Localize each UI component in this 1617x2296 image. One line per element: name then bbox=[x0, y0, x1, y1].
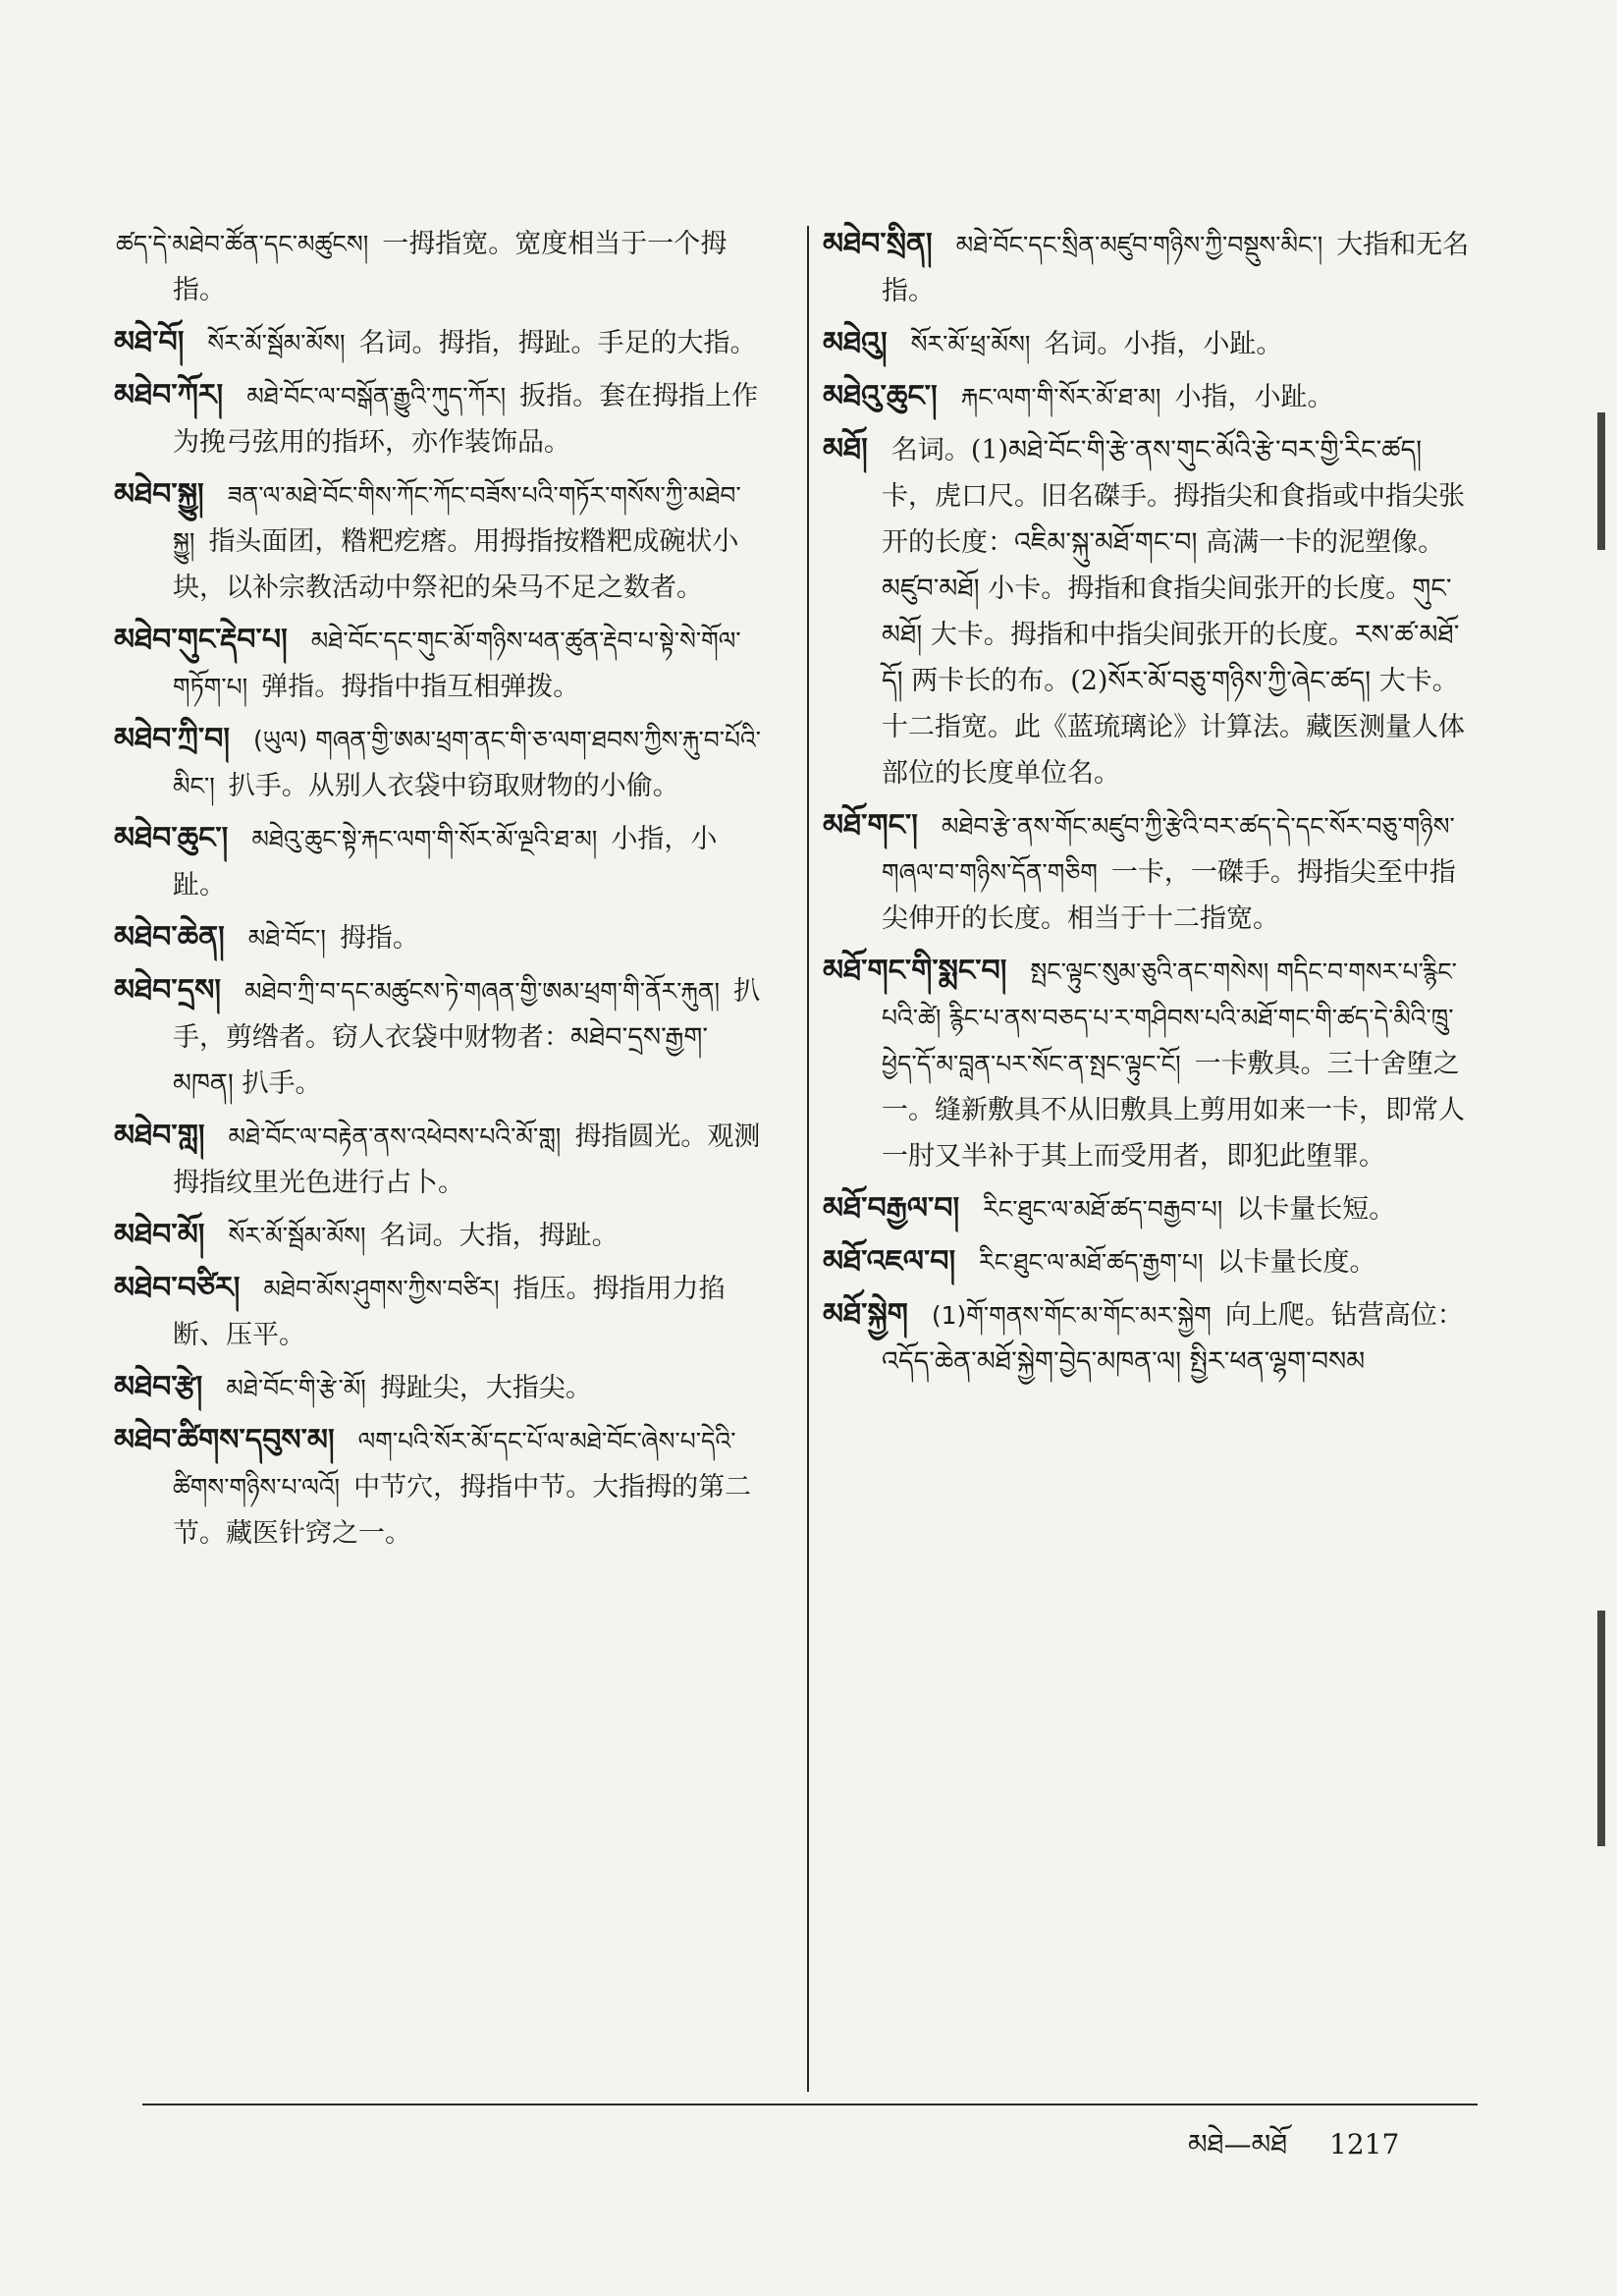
entry-headword: མཐེབ་གླ། bbox=[114, 1119, 205, 1153]
dictionary-entry bbox=[116, 617, 764, 710]
entry-tibetan-definition: རིང་ཐུང་ལ་མཐོ་ཚད་རྒྱག་པ། bbox=[979, 1248, 1204, 1277]
entry-headword: མཐེའུ། bbox=[823, 326, 888, 360]
entry-headword: མཐོ་གང་། bbox=[823, 808, 918, 843]
entry-tibetan-definition: སོར་མོ་སྦོམ་མོས། bbox=[228, 1222, 366, 1250]
entry-tibetan-definition: ཚད་དེ་མཐེབ་ཚོན་དང་མཚུངས། bbox=[116, 230, 369, 258]
entry-chinese-definition: 一卡敷具。三十舍堕之一。缝新敷具不从旧敷具上剪用如来一卡，即常人一肘又半补于其上而受用者，即犯此堕罪。 bbox=[882, 1049, 1465, 1172]
dictionary-entry bbox=[116, 716, 764, 809]
entry-chinese-definition: 以卡量长短。 bbox=[1236, 1194, 1396, 1225]
entry-tibetan-definition: སོར་མོ་སྦོམ་མོས། bbox=[207, 329, 346, 357]
entry-headword: མཐེབ་མོ། bbox=[114, 1218, 205, 1252]
entry-tibetan-definition: (1)གོ་གནས་གོང་མ་གོང་མར་སྐྱེག bbox=[931, 1301, 1212, 1330]
entry-tibetan-definition: རྐང་ལག་གི་སོར་མོ་ཐ་མ། bbox=[960, 383, 1161, 411]
entry-headword: མཐེབ་རྩེ། bbox=[114, 1370, 203, 1404]
entry-chinese-definition: 大指和无名指。 bbox=[882, 230, 1470, 306]
dictionary-entry bbox=[116, 1265, 764, 1358]
dictionary-entry bbox=[825, 320, 1473, 367]
entry-tibetan-definition: མཐེ་བོང་ལ་བསྒོན་རྒྱུའི་ཀུད་ཀོར། bbox=[246, 382, 507, 410]
entry-chinese-definition: 扳指。套在拇指上作为挽弓弦用的指环，亦作装饰品。 bbox=[173, 381, 759, 458]
dictionary-entry bbox=[825, 1185, 1473, 1232]
dictionary-entry bbox=[825, 802, 1473, 942]
dictionary-entry bbox=[825, 948, 1473, 1179]
edge-thumb-mark bbox=[1597, 412, 1605, 550]
entry-chinese-definition: 拇指圆光。观测拇指纹里光色进行占卜。 bbox=[173, 1121, 761, 1198]
dictionary-entry bbox=[116, 471, 764, 611]
entry-chinese-definition: 名词。拇指，拇趾。手足的大指。 bbox=[358, 328, 757, 358]
entry-headword: མཐེབ་བཙིར། bbox=[114, 1271, 241, 1305]
dictionary-entry bbox=[116, 372, 764, 465]
entry-headword: མཐེབ་སྐྱུ། bbox=[114, 477, 204, 512]
entry-tibetan-definition: སོར་མོ་ཕྲ་མོས། bbox=[910, 330, 1031, 358]
entry-chinese-definition: 扒手，剪绺者。窃人衣袋中财物者：མཐེབ་དྲས་རྒྱག་མཁན། 扒手。 bbox=[173, 976, 761, 1099]
entry-tibetan-definition: མཐེའུ་ཆུང་སྟེ་རྐང་ལག་གི་སོར་མོ་ལྔའི་ཐ་མ། bbox=[251, 825, 598, 853]
entry-tibetan-definition: སྤང་ལྟུང་སུམ་ཅུའི་ནང་གསེས། གདིང་བ་གསར་པ་རྙིང་པའི་ཚེ། རྙིང་པ་ནས་བཅད་པ་ར་གཤིབས་པའི་མཐོ་གང་གི་ཚད་དེ་མིའི་ཁྲུ་ཕྱེད་དོ་མ་བླན་པར་སོང་ན་སྤང་ལྟུང་ངོ། bbox=[882, 957, 1457, 1078]
left-column bbox=[116, 221, 764, 1562]
dictionary-entry bbox=[116, 914, 764, 961]
entry-headword: མཐེབ་གུང་རྡེབ་པ། bbox=[114, 623, 288, 657]
dictionary-entry bbox=[116, 1417, 764, 1557]
entry-headword: མཐེབ་ཀྲི་བ། bbox=[114, 722, 231, 756]
dictionary-entry bbox=[116, 815, 764, 908]
entry-headword: མཐོ་འཇལ་བ། bbox=[823, 1244, 956, 1279]
entry-headword: མཐེབ་ཆེན། bbox=[114, 920, 225, 955]
entry-chinese-definition: 弹指。拇指中指互相弹拨。 bbox=[261, 672, 580, 702]
entry-headword: མཐེ་བོ། bbox=[114, 325, 185, 359]
entry-headword: མཐེབ་ཀོར། bbox=[114, 378, 224, 412]
edge-thumb-mark bbox=[1597, 1611, 1605, 1846]
dictionary-entry bbox=[116, 1113, 764, 1206]
dictionary-entry bbox=[116, 967, 764, 1107]
right-column bbox=[825, 221, 1473, 1391]
entry-chinese-definition: 小指，小趾。 bbox=[1174, 382, 1334, 412]
entry-chinese-definition: 扒手。从别人衣袋中窃取财物的小偷。 bbox=[228, 771, 679, 801]
entry-tibetan-definition: མཐེབ་ཀྲི་བ་དང་མཚུངས་ཏེ་གཞན་གྱི་ཨམ་ཕྲག་གི་ནོར་རྐུན། bbox=[244, 977, 721, 1006]
entry-chinese-definition: 名词。小指，小趾。 bbox=[1044, 329, 1283, 359]
entry-chinese-definition: 拇趾尖，大指尖。 bbox=[379, 1373, 592, 1403]
entry-tibetan-definition: ལག་པའི་སོར་མོ་དང་པོ་ལ་མཐེ་བོང་ཞེས་པ་དེའི་ཚིགས་གཉིས་པ་ལའོ། bbox=[173, 1427, 736, 1502]
entry-tibetan-definition: མཐེབ་རྩེ་ནས་གོང་མཛུབ་ཀྱི་རྩེའི་བར་ཚད་དེ་དང་སོར་བཅུ་གཉིས་གཞལ་བ་གཉིས་དོན་གཅིག bbox=[882, 812, 1455, 887]
page-number: 1217 bbox=[1329, 2128, 1400, 2160]
entry-chinese-definition: 以卡量长度。 bbox=[1216, 1247, 1376, 1278]
dictionary-entry bbox=[825, 221, 1473, 314]
entry-chinese-definition: 向上爬。钻营高位：འདོད་ཆེན་མཐོ་སྐྱེག་བྱེད་མཁན་ལ། སྤྱིར་ཕན་ལྷག་བསམ bbox=[882, 1300, 1464, 1377]
entry-chinese-definition: 一拇指宽。宽度相当于一个拇指。 bbox=[173, 229, 728, 305]
entry-headword: མཐེབ་ཆུང་། bbox=[114, 821, 229, 855]
entry-tibetan-definition: རིང་ཐུང་ལ་མཐོ་ཚད་བརྒྱབ་པ། bbox=[983, 1195, 1223, 1224]
dictionary-entry bbox=[116, 319, 764, 366]
entry-tibetan-definition: མཐེ་བོང་དང་གུང་མོ་གཉིས་ཕན་ཚུན་རྡེབ་པ་སྟེ་སེ་གོལ་གཏོག་པ། bbox=[173, 627, 741, 701]
entry-chinese-definition: 中节穴，拇指中节。大指拇的第二节。藏医针窍之一。 bbox=[173, 1472, 752, 1549]
dictionary-entry bbox=[825, 373, 1473, 420]
dictionary-entry bbox=[116, 1212, 764, 1259]
column-divider bbox=[807, 226, 809, 2092]
dictionary-entry bbox=[825, 1238, 1473, 1285]
dictionary-entry bbox=[825, 1291, 1473, 1385]
entry-headword: མཐོ་སྐྱེག bbox=[823, 1297, 908, 1332]
entry-chinese-definition: 小指，小趾。 bbox=[173, 824, 718, 901]
entry-headword: མཐོ། bbox=[823, 432, 868, 466]
entry-tibetan-definition: མཐེ་བོང་ལ་བརྟེན་ནས་འཕེབས་པའི་མོ་གླ། bbox=[228, 1122, 562, 1151]
entry-headword: མཐོ་བརྒྱལ་བ། bbox=[823, 1191, 960, 1226]
entry-tibetan-definition: མཐེ་བོང་གི་རྩེ་མོ། bbox=[226, 1374, 366, 1402]
dictionary-entry bbox=[116, 221, 764, 313]
dictionary-entry bbox=[825, 426, 1473, 796]
entry-tibetan-definition: ཟན་ལ་མཐེ་བོང་གིས་ཀོང་ཀོང་བཟོས་པའི་གཏོར་གསོས་ཀྱི་མཐེབ་སྐྱུ། bbox=[173, 481, 741, 556]
page-footer bbox=[1188, 2113, 1399, 2191]
entry-tibetan-definition: མཐེ་བོང་། bbox=[247, 924, 326, 953]
dictionary-entry bbox=[116, 1364, 764, 1411]
entry-chinese-definition: 名词。(1)མཐེ་བོང་གི་རྩེ་ནས་གུང་མོའི་རྩེ་བར་གྱི་རིང་ཚད། 卡，虎口尺。旧名磔手。拇指尖和食指或中指尖张开的长度：འཇིམ་སྐུ་མཐོ་གང་བ། 高满一卡的泥塑像。མཛུབ་མཐོ། 小卡。拇指和食指尖间张开的长度。གུང་མཐོ། 大卡。拇指和中指尖间张开的长度。རས་ཚ་མཐོ་དོ། 两卡长的布。(2)སོར་མོ་བཅུ་གཉིས་ཀྱི་ཞེང་ཚད། 大卡。十二指宽。此《蓝琉璃论》计算法。藏医测量人体部位的长度单位名。 bbox=[882, 435, 1465, 789]
entry-chinese-definition: 指压。拇指用力掐断、压平。 bbox=[173, 1274, 726, 1350]
entry-tibetan-definition: མཐེ་བོང་དང་སྲིན་མཛུབ་གཉིས་ཀྱི་བསྡུས་མིང་། bbox=[955, 231, 1323, 259]
entry-chinese-definition: 拇指。 bbox=[339, 923, 419, 954]
entry-headword: མཐེབ་ཚིགས་དབུས་མ། bbox=[114, 1423, 335, 1457]
entry-headword: མཐེབ་དྲས། bbox=[114, 973, 221, 1008]
entry-chinese-definition: 名词。大指，拇趾。 bbox=[379, 1221, 619, 1251]
entry-chinese-definition: 指头面团，糌粑疙瘩。用拇指按糌粑成碗状小块，以补宗教活动中祭祀的朵马不足之数者。 bbox=[173, 526, 739, 603]
entry-headword: མཐེབ་སྲིན། bbox=[823, 227, 933, 261]
entry-chinese-definition: 一卡，一磔手。拇指尖至中指尖伸开的长度。相当于十二指宽。 bbox=[882, 857, 1456, 934]
entry-tibetan-definition: མཐེབ་མོས་ཤུགས་ཀྱིས་བཙིར། bbox=[263, 1275, 500, 1303]
entry-headword: མཐེའུ་ཆུང་། bbox=[823, 379, 938, 413]
entry-headword: མཐོ་གང་གི་སྨང་བ། bbox=[823, 954, 1007, 988]
entry-tibetan-definition: (ཡུལ) གཞན་གྱི་ཨམ་ཕྲག་ནང་གི་ཅ་ལག་ཐབས་ཀྱིས་རྐུ་བ་པོའི་མིང་། bbox=[173, 726, 762, 800]
footer-rule bbox=[142, 2104, 1478, 2105]
guide-words: མཐེ—མཐོ bbox=[1188, 2128, 1288, 2160]
